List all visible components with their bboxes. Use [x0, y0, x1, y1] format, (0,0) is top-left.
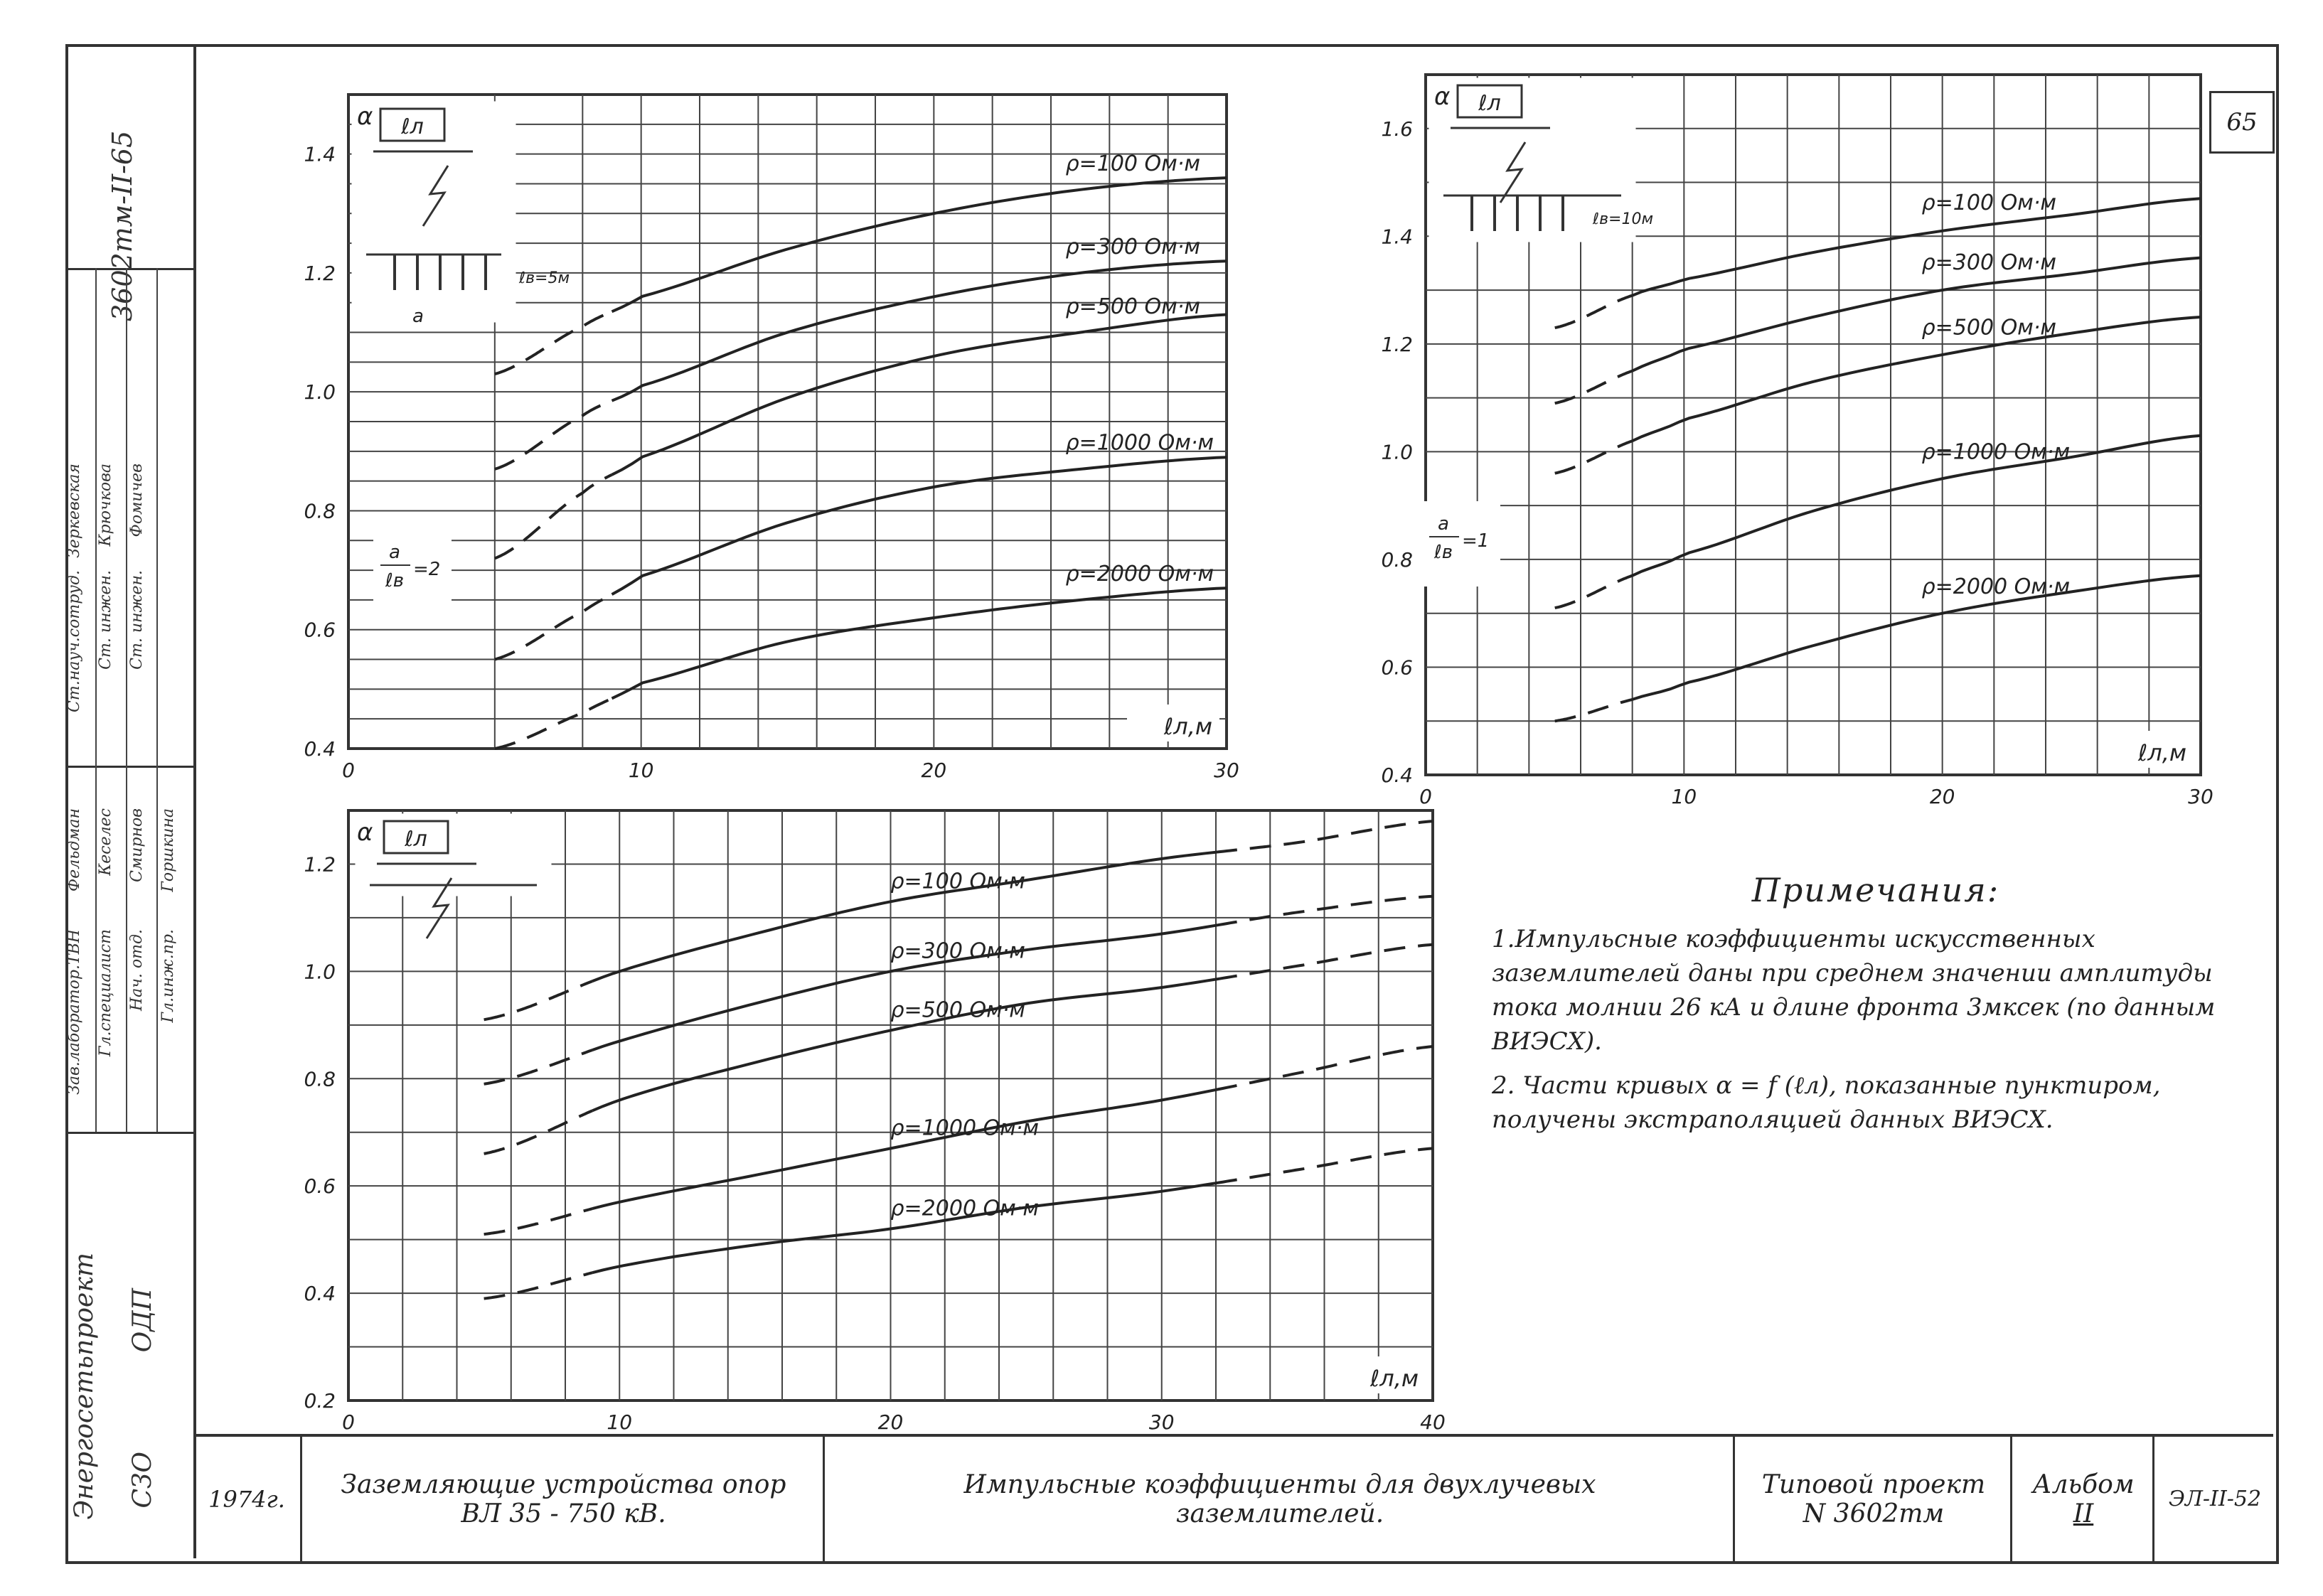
stamp-role-5: Ст.науч.сотруд.: [65, 570, 83, 712]
note-1: 1.Импульсные коэффициенты искусственных заземлителей даны при среднем значении амплитуды тока молнии 26 кА и длине фронта 3мксек (по данным ВИЭСХ).: [1492, 925, 2216, 1056]
ratio-num: a: [1438, 513, 1449, 535]
y-tick-label: 1.4: [1381, 225, 1413, 249]
y-tick-label: 0.4: [1381, 764, 1413, 787]
sketch-bg: [352, 102, 516, 322]
stamp-role-4: Гл.инж.пр.: [159, 929, 177, 1023]
x-tick-label: 20: [877, 1410, 904, 1434]
y-tick-label: 0.4: [304, 1282, 336, 1306]
series-line-dashed: [484, 1209, 593, 1234]
x-tick-label: 0: [1419, 785, 1432, 808]
stamp-role-7: Ст. инжен.: [128, 570, 146, 670]
note-2: 2. Части кривых α = f (ℓл), показанные пунктиром, получены экстраполяцией данных ВИЭСХ.: [1492, 1071, 2161, 1134]
tb-name: [300, 1437, 825, 1561]
series-line: [592, 1090, 1216, 1209]
tb-project-line1: Типовой проект: [1761, 1469, 1986, 1499]
x-axis-label: ℓл,м: [2138, 739, 2186, 766]
curve-label: ρ=300 Ом·м: [890, 938, 1025, 964]
tb-project-line2: N 3602тм: [1803, 1499, 1945, 1528]
x-tick-label: 30: [1214, 759, 1239, 782]
y-axis-label: α: [357, 818, 373, 847]
notes: [1492, 871, 2260, 1147]
x-axis-label: ℓл,м: [1164, 713, 1212, 740]
y-tick-label: 0.6: [304, 618, 336, 642]
tb-album: [2010, 1437, 2154, 1561]
stamp-dept-b: ОДП: [128, 1288, 157, 1353]
series-line-dashed: [495, 475, 612, 559]
curve-label: ρ=300 Ом·м: [1921, 250, 2056, 276]
tb-name-line2: ВЛ 35 - 750 кВ.: [461, 1499, 666, 1528]
y-tick-label: 0.2: [304, 1389, 336, 1413]
side-stamp: [65, 44, 196, 1558]
stamp-org: Энергосетьпроект: [70, 1253, 99, 1520]
y-tick-label: 1.2: [1381, 332, 1413, 356]
stamp-role-6: Ст. инжен.: [97, 570, 114, 670]
sketch-top-label: ℓл: [1478, 91, 1501, 116]
tb-album-label: Альбом: [2032, 1469, 2135, 1499]
y-tick-label: 0.4: [304, 737, 336, 761]
stamp-name-1: Фельдман: [65, 808, 83, 892]
y-tick-label: 0.6: [1381, 655, 1413, 680]
series-line-dashed: [495, 594, 612, 659]
chart-bottom: [274, 803, 1447, 1434]
series-line: [612, 588, 1227, 698]
curve-label: ρ=100 Ом·м: [890, 869, 1025, 894]
y-tick-label: 1.4: [304, 142, 336, 166]
ratio-value: =2: [413, 559, 441, 580]
stamp-name-6: Крючкова: [97, 464, 114, 547]
stamp-dept-a: СЗО: [128, 1452, 157, 1509]
y-tick-label: 0.8: [304, 1067, 336, 1091]
curve-label: ρ=500 Ом·м: [890, 997, 1025, 1023]
series-line-dashed: [484, 981, 593, 1019]
series-line-dashed: [1555, 576, 1633, 608]
stamp-name-4: Горшкина: [159, 808, 177, 892]
chart-top-left: [274, 75, 1248, 793]
series-line-dashed: [495, 698, 612, 749]
ratio-den: ℓв: [385, 570, 405, 591]
stamp-name-5: Зеркевская: [65, 464, 83, 558]
tb-subject-line1: Импульсные коэффициенты для двухлучевых: [963, 1469, 1596, 1499]
curve-label: ρ=1000 Ом·м: [1921, 439, 2071, 465]
ratio-num: a: [389, 542, 400, 563]
x-tick-label: 10: [628, 759, 654, 782]
curve-label: ρ=2000 Ом·м: [1921, 574, 2071, 599]
series-line-dashed: [1555, 296, 1633, 328]
curve-label: ρ=1000 Ом·м: [890, 1115, 1039, 1141]
x-tick-label: 20: [921, 759, 947, 782]
series-line-dashed: [1555, 700, 1633, 721]
x-tick-label: 0: [342, 759, 355, 782]
title-block: [193, 1434, 2273, 1561]
x-tick-label: 10: [607, 1410, 633, 1434]
curve-label: ρ=500 Ом·м: [1921, 315, 2056, 341]
series-line: [1633, 198, 2201, 295]
stamp-code: 3602тм-II-65: [107, 130, 138, 321]
chart-top-right: [1355, 68, 2213, 821]
stamp-role-1: Зав.лаборатор.ТВН: [65, 929, 83, 1095]
series-line: [1633, 576, 2201, 700]
series-line-dashed: [1555, 441, 1633, 473]
tb-name-line1: Заземляющие устройства опор: [341, 1469, 786, 1499]
x-tick-label: 0: [342, 1410, 355, 1434]
y-tick-label: 0.6: [304, 1174, 336, 1199]
tb-sheet-code: ЭЛ-II-52: [2152, 1437, 2275, 1561]
sketch-top-label: ℓл: [405, 827, 427, 852]
series-line-dashed: [484, 1273, 593, 1298]
x-tick-label: 40: [1420, 1410, 1446, 1434]
sketch-depth-label: ℓв=5м: [519, 269, 570, 287]
stamp-name-7: Фомичев: [128, 464, 146, 537]
page-number: 65: [2209, 91, 2275, 154]
curve-label: ρ=2000 Ом·м: [1065, 561, 1214, 587]
y-tick-label: 1.0: [304, 380, 336, 405]
stamp-name-2: Кеселес: [97, 808, 114, 876]
sketch-spacing-label: a: [412, 306, 424, 327]
curve-label: ρ=500 Ом·м: [1065, 294, 1200, 320]
stamp-name-3: Смирнов: [128, 808, 146, 882]
y-tick-label: 0.8: [1381, 547, 1413, 572]
y-axis-label: α: [357, 102, 373, 131]
curve-label: ρ=1000 Ом·м: [1065, 430, 1214, 456]
y-tick-label: 1.0: [1381, 440, 1413, 464]
y-tick-label: 1.2: [304, 852, 336, 877]
x-tick-label: 30: [1148, 1410, 1175, 1434]
series-line: [1633, 258, 2201, 371]
sketch-depth-label: ℓв=10м: [1593, 210, 1654, 228]
x-tick-label: 10: [1671, 785, 1697, 808]
tb-subject-line2: заземлителей.: [1175, 1499, 1384, 1528]
tb-album-value: II: [2073, 1499, 2094, 1528]
y-tick-label: 1.0: [304, 960, 336, 984]
curve-label: ρ=100 Ом·м: [1921, 190, 2056, 215]
y-tick-label: 1.6: [1381, 117, 1413, 141]
ratio-den: ℓв: [1433, 542, 1453, 563]
ratio-value: =1: [1462, 530, 1490, 552]
notes-heading: Примечания:: [1751, 871, 2000, 909]
series-line: [612, 261, 1227, 401]
curve-label: ρ=100 Ом·м: [1065, 151, 1200, 177]
stamp-role-2: Гл.специалист: [97, 929, 114, 1057]
curve-label: ρ=300 Ом·м: [1065, 235, 1200, 260]
y-tick-label: 0.8: [304, 499, 336, 523]
stamp-role-3: Нач. отд.: [128, 929, 146, 1012]
sketch-top-label: ℓл: [401, 114, 424, 139]
y-axis-label: α: [1434, 82, 1451, 111]
x-axis-label: ℓл,м: [1370, 1365, 1419, 1392]
series-line: [1633, 317, 2201, 441]
tb-subject: [823, 1437, 1735, 1561]
tb-project: [1733, 1437, 2012, 1561]
tb-year: 1974г.: [208, 1485, 285, 1513]
x-tick-label: 30: [2188, 785, 2213, 808]
x-tick-label: 20: [1929, 785, 1955, 808]
series-line-dashed: [495, 401, 612, 469]
curve-label: ρ=2000 Ом·м: [890, 1196, 1039, 1221]
y-tick-label: 1.2: [304, 261, 336, 285]
